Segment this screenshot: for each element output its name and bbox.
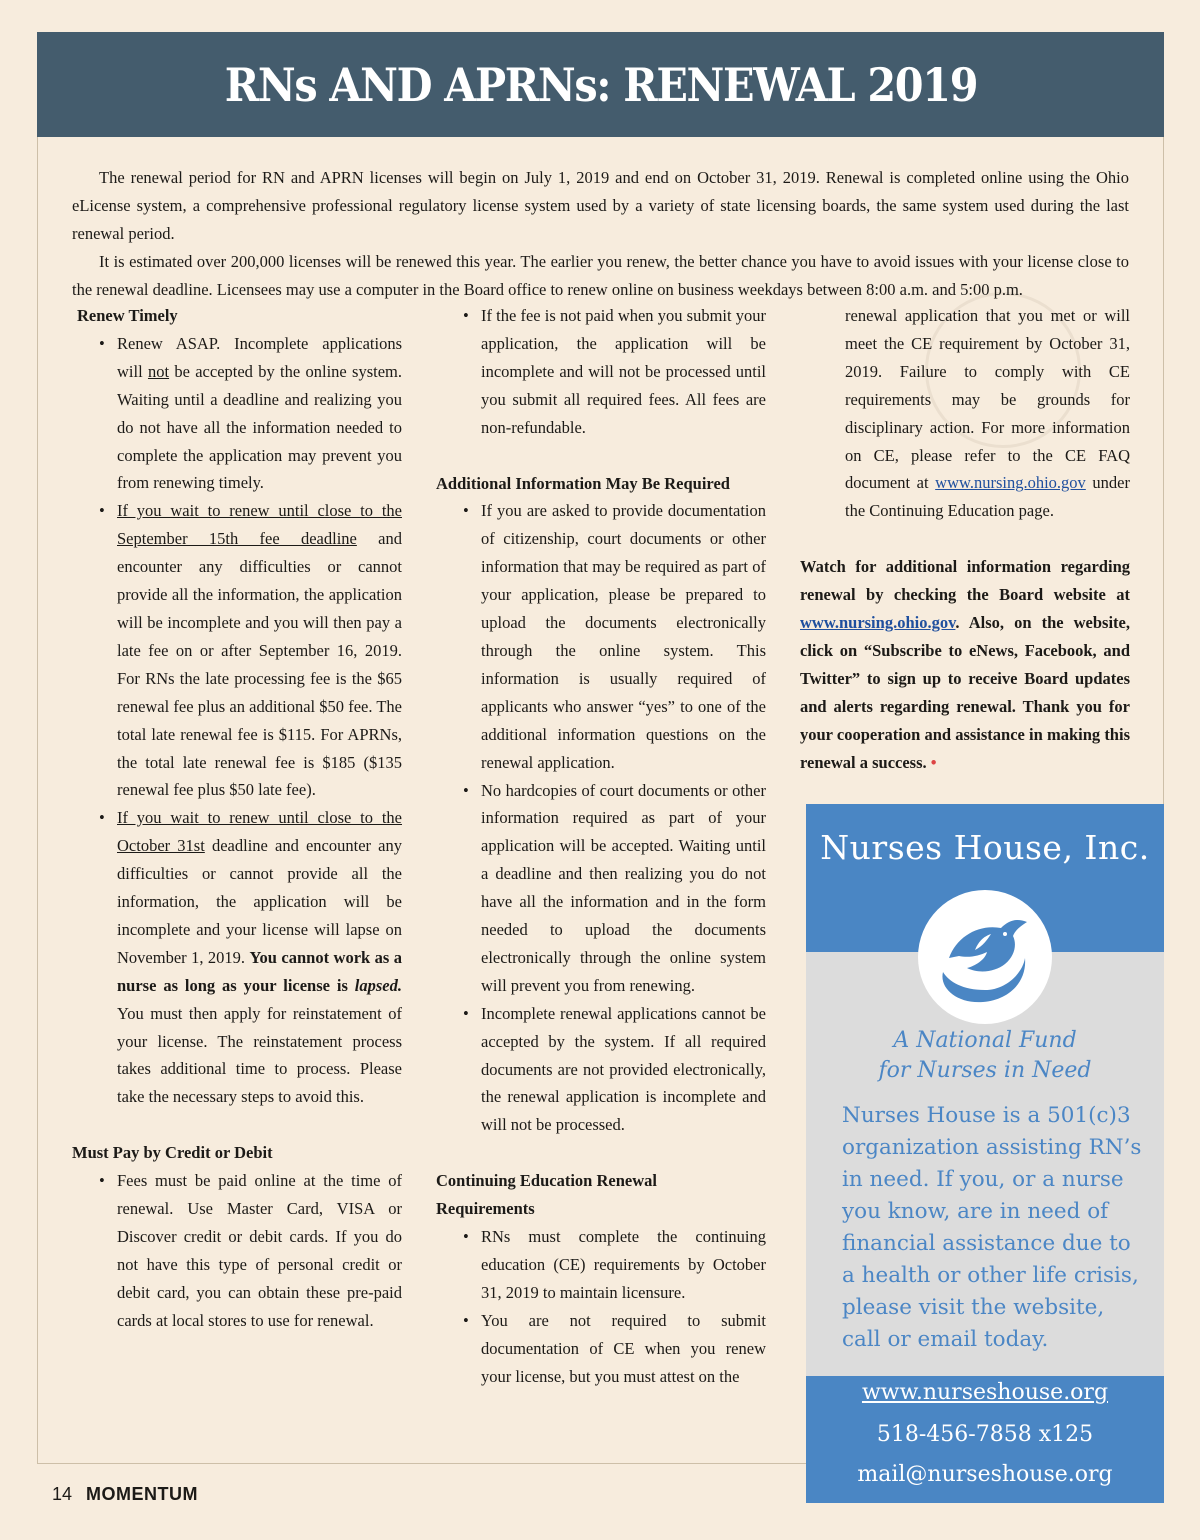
intro-paragraph: It is estimated over 200,000 licenses will be renewed this year. The earlier you renew, the better chance you have to avoid issues with your license close to the renewal deadline. Licensees may use a computer in the Board office to renew online on business weekdays between 8:00 a.m. and 5:00 p.m. bbox=[72, 252, 1129, 299]
renew-timely-list bbox=[72, 330, 402, 1111]
page-footer bbox=[52, 1484, 198, 1505]
ad-tagline: A National Fund for Nurses in Need bbox=[878, 1028, 1092, 1083]
list-item: • If you wait to renew until close to the September 15th fee deadline and encounter any difficulties or cannot provide all the information, the application will be incomplete and you will then pay a late fee on or after September 16, 2019. For RNs the late processing fee is the $65 renewal fee plus an additional $50 fee. The total late renewal fee is $115. For APRNs, the total late renewal fee is $185 ($135 renewal fee plus $50 late fee). bbox=[117, 497, 402, 804]
list-item: • If the fee is not paid when you submit your application, the application will be incomplete and will not be processed until you submit all required fees. All fees are non-refundable. bbox=[481, 302, 766, 442]
must-pay-list-continued bbox=[436, 302, 766, 442]
must-pay-list bbox=[72, 1167, 402, 1334]
ce-list bbox=[436, 1223, 766, 1390]
section-heading-additional-info: Additional Information May Be Required bbox=[436, 473, 730, 493]
list-item: • RNs must complete the continuing education (CE) requirements by October 31, 2019 to maintain licensure. bbox=[481, 1223, 766, 1307]
intro-paragraph: The renewal period for RN and APRN licenses will begin on July 1, 2019 and end on October 31, 2019. Renewal is completed online using the Ohio eLicense system, a comprehensive professional regulatory license system used by a variety of state licensing boards, the same system used during the last renewal period. bbox=[72, 168, 1129, 243]
magazine-name: MOMENTUM bbox=[86, 1484, 199, 1504]
dolphin-logo-icon bbox=[918, 890, 1052, 1024]
ad-website-link[interactable]: www.nurseshouse.org bbox=[861, 1380, 1109, 1405]
nurses-house-ad bbox=[806, 804, 1164, 1503]
page-number: 14 bbox=[52, 1484, 73, 1504]
section-heading-ce: Continuing Education Renewal Requirements bbox=[436, 1171, 657, 1219]
ad-phone: 518-456-7858 x125 bbox=[876, 1422, 1094, 1447]
ce-item-text: renewal application that you met or will meet the CE requirement by October 31, 2019. Failure to comply with CE requirements may be grounds for disciplinary action. For more information on CE, please refer to the CE FAQ document at bbox=[845, 306, 1130, 493]
ce-item-text: under the Continuing Education page. bbox=[845, 473, 1130, 521]
additional-info-list bbox=[436, 497, 766, 1139]
section-heading-renew-timely: Renew Timely bbox=[77, 306, 178, 325]
ad-email[interactable]: mail@nurseshouse.org bbox=[857, 1462, 1113, 1487]
column-3 bbox=[800, 302, 1130, 777]
column-1 bbox=[72, 302, 402, 1335]
list-item: • Incomplete renewal applications cannot be accepted by the system. If all required documents are not provided electronically, the renewal application is incomplete and will not be processed. bbox=[481, 1000, 766, 1140]
intro bbox=[72, 164, 1129, 304]
list-item: • Fees must be paid online at the time of renewal. Use Master Card, VISA or Discover credit or debit cards. If you do not have this type of personal credit or debit card, you can obtain these pre-paid cards at local stores to use for renewal. bbox=[117, 1167, 402, 1334]
list-item: • Renew ASAP. Incomplete applications will not be accepted by the online system. Waiting until a deadline and realizing you do not have all the information needed to complete the application may prevent you from renewing timely. bbox=[117, 330, 402, 497]
list-item: • If you wait to renew until close to the October 31st deadline and encounter any difficulties or cannot provide all the information, the application will be incomplete and your license will lapse on November 1, 2019. You cannot work as a nurse as long as your license is lapsed. You must then apply for reinstatement of your license. The reinstatement process takes additional time to process. Please take the necessary steps to avoid this. bbox=[117, 804, 402, 1111]
list-item: • If you are asked to provide documentation of citizenship, court documents or other information that may be required as part of your application, please be prepared to upload the documents electronically through the online system. This information is usually required of applicants who answer “yes” to one of the additional information questions on the renewal application. bbox=[481, 497, 766, 776]
ad-body: Nurses House is a 501(c)3 organization assisting RN’s in need. If you, or a nurse you know, are in need of financial assistance due to a health or other life crisis, please visit the website, call or email today. bbox=[842, 1103, 1142, 1352]
list-item: • No hardcopies of court documents or other information required as part of your application will be accepted. Waiting until a deadline and then realizing you do not have all the information and in the form needed to upload the documents electronically through the online system will prevent you from renewing. bbox=[481, 777, 766, 1000]
ad-contact-panel bbox=[806, 1376, 1164, 1503]
section-heading-must-pay: Must Pay by Credit or Debit bbox=[72, 1143, 273, 1163]
list-item: • You are not required to submit documentation of CE when you renew your license, but you must attest on the bbox=[481, 1307, 766, 1391]
ce-faq-link[interactable]: www.nursing.ohio.gov bbox=[935, 473, 1086, 493]
watch-notice: Watch for additional information regarding renewal by checking the Board website at www.nursing.ohio.gov. Also, on the website, click on “Subscribe to eNews, Facebook, and Twitter” to sign up to receive Board updates and alerts regarding renewal. Thank you for your cooperation and assistance in making this renewal a success. • bbox=[800, 557, 1130, 772]
column-2 bbox=[436, 302, 766, 1391]
board-website-link[interactable]: www.nursing.ohio.gov bbox=[800, 613, 956, 633]
ad-title: Nurses House, Inc. bbox=[820, 828, 1150, 867]
page-title: RNs AND APRNs: RENEWAL 2019 bbox=[224, 57, 977, 112]
ce-item-continued bbox=[800, 302, 1130, 525]
title-banner bbox=[37, 32, 1164, 137]
end-mark: • bbox=[930, 752, 937, 772]
